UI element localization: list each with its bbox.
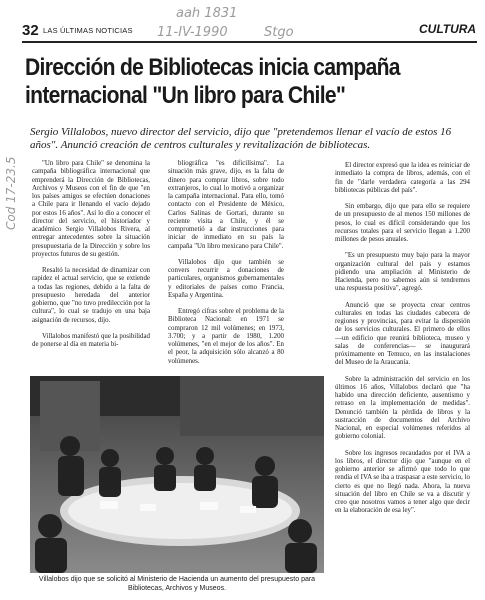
- meeting-photo-image: [30, 376, 324, 573]
- page-number: 32: [22, 22, 39, 39]
- paragraph: Villalobos manifestó que la posibilidad de ponerse al día en materia bi-: [32, 332, 150, 348]
- paragraph: Sin embargo, dijo que para ello se requiere de un presupuesto de al menos 150 millones de pesos, lo cual es difícil considerando que los recursos totales para el servicio llegan a 1.200 millones de pesos anuales.: [335, 203, 470, 243]
- paragraph: Sobre la administración del servicio en los últimos 16 años, Villalobos declaró que "ha habido una dirección deficiente, ausentismo y retraso en la implementación de medidas". Denunció también la pérdida de libros y la sustracción de documentos del Archivo Nacional, en especial volúmenes referidos al gobierno colonial.: [335, 375, 470, 441]
- section-label: CULTURA: [419, 22, 477, 36]
- handwritten-date: 11-IV-1990: [157, 25, 228, 40]
- article-column-3: [335, 162, 470, 524]
- article-column-2: [168, 160, 284, 374]
- paragraph: Villalobos dijo que también se convers recurrir a donaciones de particulares, organismos gubernamentales y editoriales de países como Francia, España y Argentina.: [168, 258, 284, 299]
- header-rule: [22, 41, 477, 43]
- paragraph: bliográfica "es dificilísima". La situación más grave, dijo, es la falta de dinero para comprar libros, sobre todo extranjeros, lo cual lo motivó a organizar la campaña internacional. Para ello, tomó contacto con el Presidente de México, Carlos Salinas de Gortari, durante su reciente visita a Chile, y él se comprometió a dar instrucciones para iniciar de inmediato en su país la campaña "Un libro mexicano para Chile".: [168, 160, 284, 250]
- paragraph: Resaltó la necesidad de dinamizar con rapidez el actual servicio, que se extiende a todas las regiones, debido a la falta de presupuesto heredada del anterior gobierno, que "no tuvo predilección por la cultura", lo cual se tradujo en una baja asignación de recursos, dijo.: [32, 267, 150, 324]
- newspaper-name: LAS ÚLTIMAS NOTICIAS: [43, 26, 133, 35]
- paragraph: Entregó cifras sobre el problema de la Biblioteca Nacional: en 1971 se compraron 12 mil volúmenes; en 1973, 3.700; y a partir de 1980, 1.200 volúmenes, "en el mejor de los años". En el peor, la adquisición sólo alcanzó a 80 volúmenes.: [168, 308, 284, 365]
- headline: Dirección de Bibliotecas inicia campaña internacional "Un libro para Chile": [25, 54, 400, 109]
- article-column-1: [32, 160, 150, 357]
- photo-caption: Villalobos dijo que se solicitó al Ministerio de Hacienda un aumento del presupuesto para Bibliotecas, Archivos y Museos.: [38, 576, 316, 592]
- paragraph: El director expresó que la idea es reiniciar de inmediato la compra de libros, además, con el fin de "darle verdadera categoría a las 294 bibliotecas públicas del país".: [335, 162, 470, 194]
- paragraph: "Un libro para Chile" se denomina la campaña bibliográfica internacional que emprenderá la Dirección de Bibliotecas, Archivos y Museos con el fin de que "en los países amigos se efectúen donaciones a Chile para ir llenando el vacío dejado por estos 16 años". Así lo dio a conocer el director del servicio, el historiador y académico Sergio Villalobos Rivera, al entregar antecedentes sobre la situación presupuestaria de la Dirección y sobre los proyectos futuros de su gestión.: [32, 160, 150, 258]
- paragraph: Anunció que se proyecta crear centros culturales en todas las ciudades cabecera de regiones y provincias, para evitar la dispersión de los servicios culturales. El primero de ellos —un edificio que reunirá biblioteca, museo y salas de conferencias— se inaugurará próximamente en Temuco, en las instalaciones del Museo de la Araucanía.: [335, 301, 470, 367]
- meeting-photo: [30, 376, 324, 573]
- handwritten-code: aah 1831: [176, 6, 238, 21]
- paragraph: Sobre los ingresos recaudados por el IVA a los libros, el director dijo que "aunque en el gobierno anterior se afirmó que todo lo que rendía el IVA se iba a traspasar a este servicio, lo cierto es que no llegó nada. Ahora, la nueva situación del libro en Chile se va a discutir y creo que nosotros vamos a tener algo que decir en la elaboración de esa ley".: [335, 449, 470, 515]
- handwritten-side-code: Cod 17-23.5: [4, 156, 18, 230]
- handwritten-place: Stgo: [264, 25, 294, 40]
- deck-subtitle: Sergio Villalobos, nuevo director del servicio, dijo que "pretendemos llenar el vacío de estos 16 años". Anunció creación de centros culturales y revitalización de bibliotecas.: [30, 126, 452, 151]
- paragraph: "Es un presupuesto muy bajo para la mayor organización cultural del país y estamos pidiendo una ampliación al Ministerio de Hacienda, pero no sabemos aún si tendremos una respuesta positiva", agregó.: [335, 252, 470, 293]
